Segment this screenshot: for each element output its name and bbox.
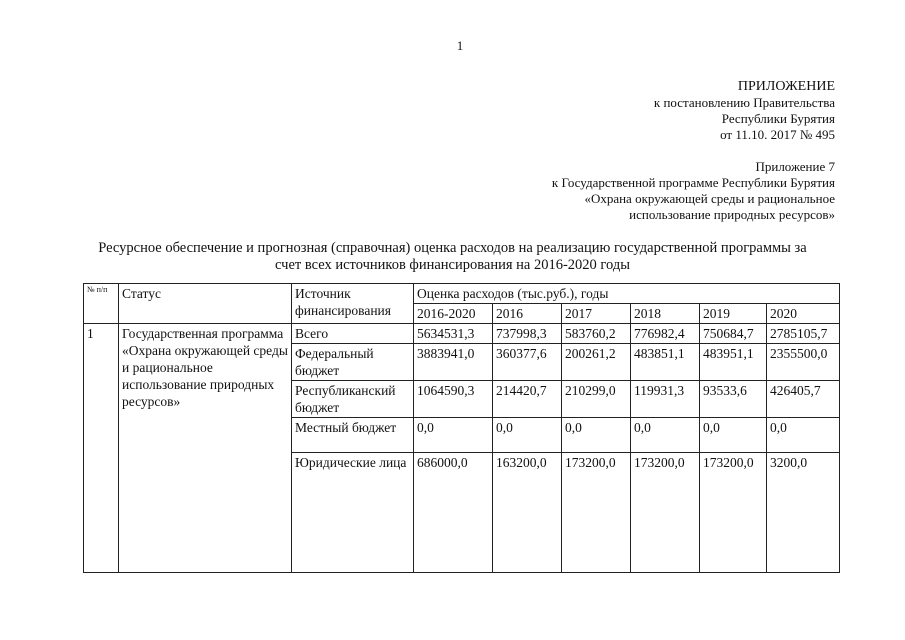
- approval-block: [654, 79, 835, 143]
- amount-cell: 686000,0: [414, 453, 493, 573]
- amount-cell: 483951,1: [700, 344, 767, 381]
- amount-cell: 119931,3: [631, 381, 700, 418]
- funding-source: Всего: [292, 324, 414, 344]
- header-year: 2017: [562, 304, 631, 324]
- amount-cell: 200261,2: [562, 344, 631, 381]
- amount-cell: 3883941,0: [414, 344, 493, 381]
- approval-line-1: к постановлению Правительства: [653, 95, 835, 110]
- funding-source: Федеральный бюджет: [292, 344, 414, 381]
- amount-cell: 360377,6: [493, 344, 562, 381]
- amount-cell: 0,0: [631, 418, 700, 453]
- funding-source: Местный бюджет: [292, 418, 414, 453]
- amount-cell: 0,0: [562, 418, 631, 453]
- amount-cell: 776982,4: [631, 324, 700, 344]
- amount-cell: 173200,0: [700, 453, 767, 573]
- header-estimate: Оценка расходов (тыс.руб.), годы: [414, 284, 840, 304]
- amount-cell: 0,0: [493, 418, 562, 453]
- appendix-line-1: к Государственной программе Республики Бурятия: [551, 175, 835, 190]
- appendix-line-2: «Охрана окружающей среды и рациональное: [584, 191, 835, 206]
- header-year: 2016: [493, 304, 562, 324]
- amount-cell: 173200,0: [631, 453, 700, 573]
- header-year: 2016-2020: [414, 304, 493, 324]
- funding-source: Юридические лица: [292, 453, 414, 573]
- amount-cell: 2785105,7: [767, 324, 840, 344]
- budget-table: [83, 283, 840, 573]
- amount-cell: 1064590,3: [414, 381, 493, 418]
- amount-cell: 163200,0: [493, 453, 562, 573]
- document-title-line-1: Ресурсное обеспечение и прогнозная (справочная) оценка расходов на реализацию государственной программы за: [98, 240, 807, 256]
- header-source: Источник финансирования: [292, 284, 414, 324]
- table-row: [84, 324, 840, 344]
- amount-cell: 483851,1: [631, 344, 700, 381]
- amount-cell: 214420,7: [493, 381, 562, 418]
- page-number: 1: [456, 38, 464, 53]
- amount-cell: 0,0: [767, 418, 840, 453]
- amount-cell: 173200,0: [562, 453, 631, 573]
- appendix-block: [552, 159, 835, 223]
- header-year: 2019: [700, 304, 767, 324]
- amount-cell: 3200,0: [767, 453, 840, 573]
- amount-cell: 2355500,0: [767, 344, 840, 381]
- amount-cell: 0,0: [700, 418, 767, 453]
- amount-cell: 750684,7: [700, 324, 767, 344]
- amount-cell: 5634531,3: [414, 324, 493, 344]
- funding-source: Республиканский бюджет: [292, 381, 414, 418]
- header-status: Статус: [119, 284, 292, 324]
- appendix-line-3: использование природных ресурсов»: [629, 207, 835, 222]
- program-status: Государственная программа «Охрана окружающей среды и рациональное использование природных ресурсов»: [119, 324, 292, 573]
- amount-cell: 210299,0: [562, 381, 631, 418]
- amount-cell: 426405,7: [767, 381, 840, 418]
- approval-line-2: Республики Бурятия: [721, 111, 835, 126]
- header-year: 2018: [631, 304, 700, 324]
- document-title: [60, 240, 845, 274]
- header-number: № п/п: [84, 284, 119, 324]
- appendix-title: Приложение 7: [755, 159, 835, 174]
- amount-cell: 583760,2: [562, 324, 631, 344]
- document-title-line-2: счет всех источников финансирования на 2016-2020 годы: [275, 257, 630, 273]
- header-year: 2020: [767, 304, 840, 324]
- row-number: 1: [84, 324, 119, 573]
- amount-cell: 0,0: [414, 418, 493, 453]
- amount-cell: 93533,6: [700, 381, 767, 418]
- amount-cell: 737998,3: [493, 324, 562, 344]
- approval-title: ПРИЛОЖЕНИЕ: [737, 79, 835, 94]
- approval-line-3: от 11.10. 2017 № 495: [720, 127, 835, 142]
